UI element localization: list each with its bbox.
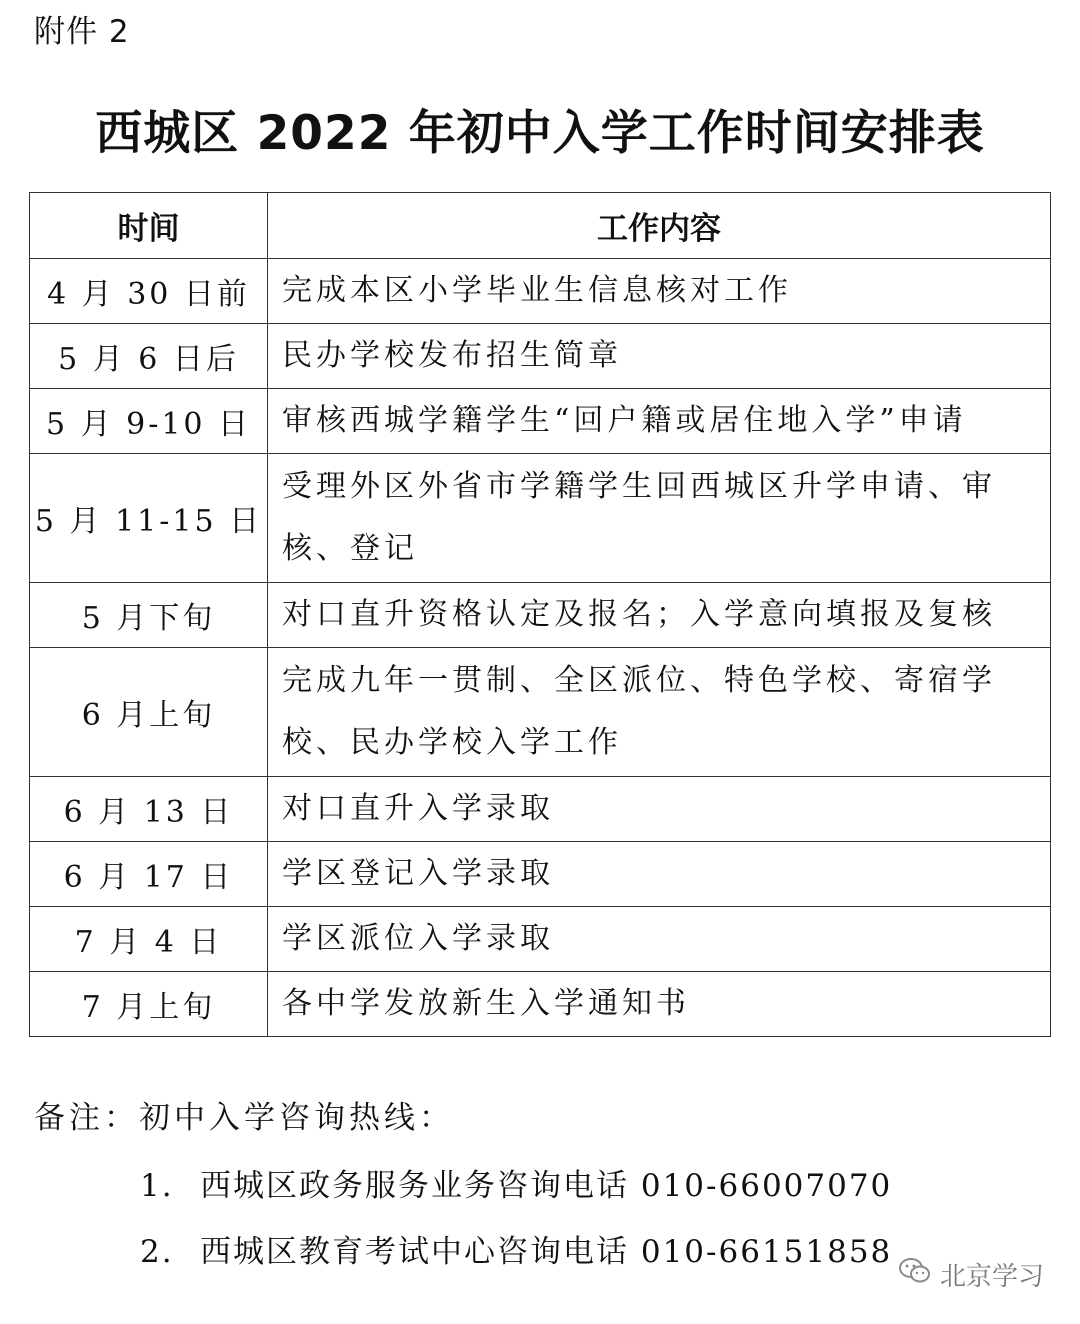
row-content: 对口直升资格认定及报名；入学意向填报及复核 [268,583,1051,648]
row-content: 民办学校发布招生简章 [268,324,1051,389]
hotline-number: 1. [140,1168,174,1204]
table-row [30,842,1051,907]
hotline-text: 西城区政务服务业务咨询电话 010-66007070 [200,1168,893,1204]
row-time: 5 月 11-15 日 [30,454,268,583]
header-content: 工作内容 [268,193,1051,259]
page-title: 西城区 2022 年初中入学工作时间安排表 [95,106,985,161]
row-content: 审核西城学籍学生“回户籍或居住地入学”申请 [268,389,1051,454]
row-content: 对口直升入学录取 [268,777,1051,842]
row-content: 受理外区外省市学籍学生回西城区升学申请、审核、登记 [268,454,1051,583]
row-content: 各中学发放新生入学通知书 [268,972,1051,1037]
table-row [30,972,1051,1037]
watermark [898,1256,1044,1293]
row-time: 4 月 30 日前 [30,259,268,324]
table-row [30,777,1051,842]
wechat-icon [898,1257,932,1292]
hotline-item [140,1160,892,1205]
row-content: 学区登记入学录取 [268,842,1051,907]
row-time: 5 月 9-10 日 [30,389,268,454]
row-time: 7 月 4 日 [30,907,268,972]
table-row [30,583,1051,648]
row-time: 7 月上旬 [30,972,268,1037]
table-row [30,648,1051,777]
table-header-row [30,193,1051,259]
row-content: 完成九年一贯制、全区派位、特色学校、寄宿学校、民办学校入学工作 [268,648,1051,777]
header-time: 时间 [30,193,268,259]
row-time: 5 月下旬 [30,583,268,648]
table-row [30,259,1051,324]
hotline-text: 西城区教育考试中心咨询电话 010-66151858 [200,1234,893,1270]
table-row [30,324,1051,389]
row-time: 5 月 6 日后 [30,324,268,389]
notes-label: 备注：初中入学咨询热线： [34,1100,454,1136]
table-row [30,389,1051,454]
attachment-label: 附件 2 [34,14,130,50]
schedule-table [29,192,1051,1037]
row-time: 6 月上旬 [30,648,268,777]
row-content: 完成本区小学毕业生信息核对工作 [268,259,1051,324]
row-content: 学区派位入学录取 [268,907,1051,972]
table-row [30,907,1051,972]
row-time: 6 月 17 日 [30,842,268,907]
hotline-number: 2. [140,1234,174,1270]
table-row [30,454,1051,583]
hotline-item [140,1226,892,1271]
row-time: 6 月 13 日 [30,777,268,842]
watermark-text: 北京学习 [939,1262,1044,1292]
